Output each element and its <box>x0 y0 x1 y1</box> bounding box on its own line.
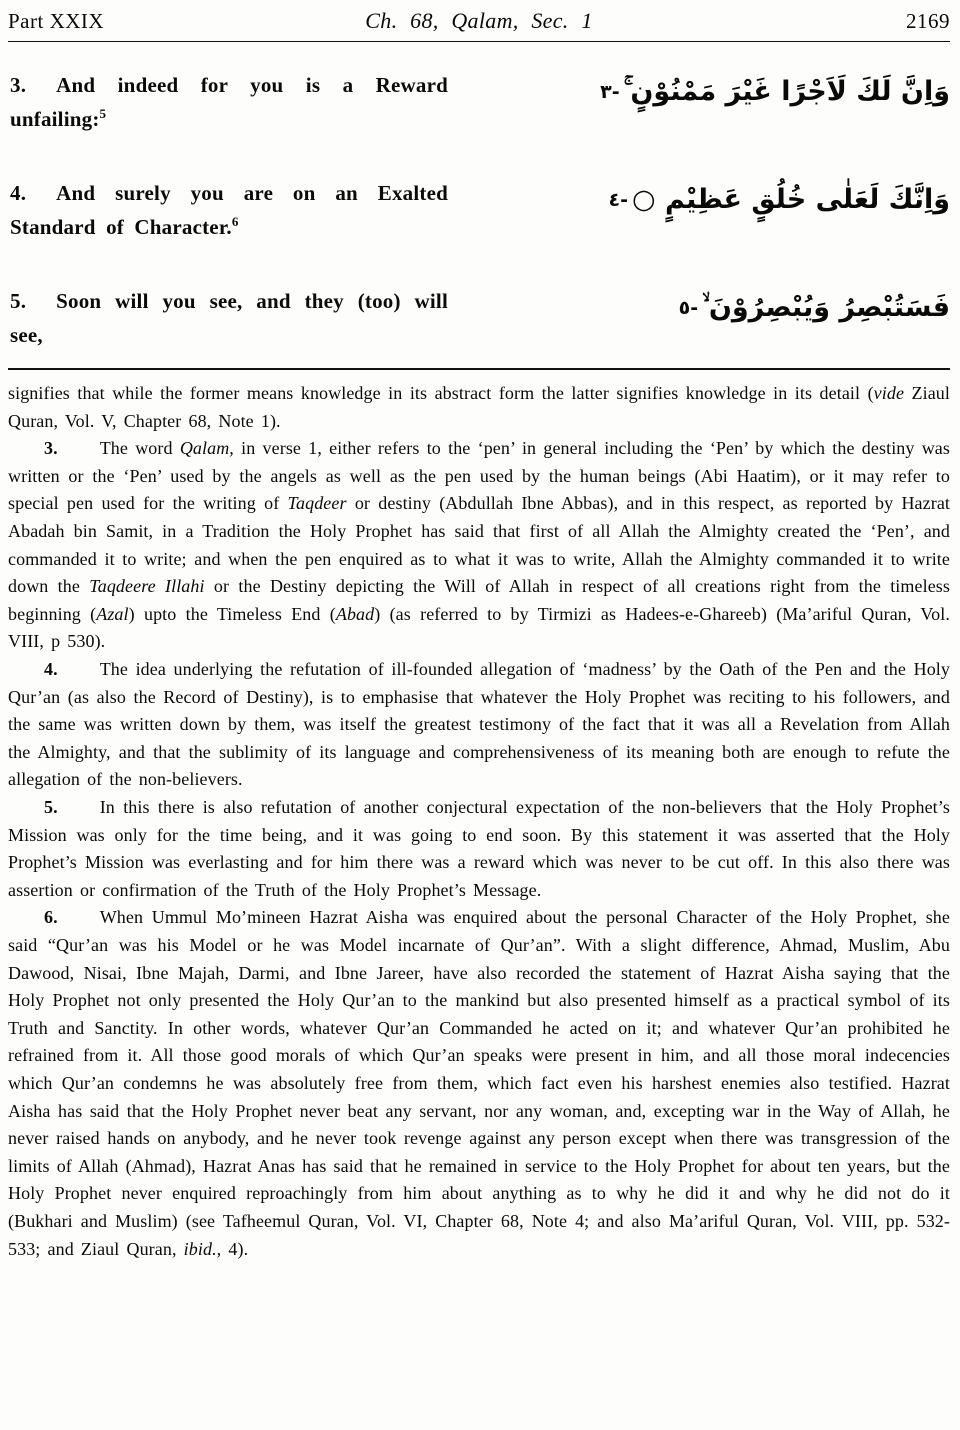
verse-translation <box>10 176 448 244</box>
text-run: in verse 1, either refers to the ‘pen’ in general including the ‘Pen’ by which the destiny was written or the ‘Pen’ used by the angels as well as the pen used by the human beings (Abi Haatim), or it may refer to special pen used for the writing of <box>8 438 950 514</box>
text-run: Qalam, <box>179 438 234 459</box>
text-run: The word <box>99 438 180 459</box>
text-run: Taqdeere Illahi <box>89 576 205 597</box>
footnote-paragraph <box>8 435 950 656</box>
text-run: Abad <box>335 603 375 624</box>
text-run: Taqdeer <box>287 493 347 514</box>
verse-translation <box>10 68 448 136</box>
text-run: And indeed for you is a Reward unfailing: <box>10 73 448 132</box>
text-run: ibid., <box>183 1238 222 1259</box>
text-run: Soon will you see, and they (too) will see, <box>10 289 448 348</box>
chapter-title: Ch. 68, Qalam, Sec. 1 <box>365 8 593 33</box>
text-run: vide <box>873 383 905 404</box>
commentary-section <box>8 380 950 1263</box>
footnote-paragraph <box>8 656 950 794</box>
verse-arabic <box>480 68 950 110</box>
verse-row <box>10 284 950 352</box>
arabic-verse-number: ٥- <box>678 297 699 320</box>
text-run: When Ummul Mo’mineen Hazrat Aisha was enquired about the personal Character of the Holy Prophet, she said “Qur’an was his Model or he was Model incarnate of Qur’an”. With a slight difference, Ahmad, Muslim, Abu Dawood, Nisai, Ibne Majah, Darmi, and Ibne Jareer, have also recorded the statement of Hazrat Aisha saying that the Holy Prophet not only presented the Holy Qur’an to the mankind but also presented himself as a practical symbol of its Truth and Sanctity. In other words, whatever Qur’an Commanded he acted on it; and whatever Qur’an prohibited he refrained from it. All those good morals of which Qur’an speaks were present in him, and all those moral indecencies which Qur’an condemns he was absolutely free from them, which fact even his harshest enemies also testified. Hazrat Aisha has said that the Holy Prophet never beat any servant, nor any woman, and, excepting war in the Way of Allah, he never raised hands on anybody, and he never took revenge against any person except when there was transgression of the limits of Allah (Ahmad), Hazrat Anas has said that he remained in service to the Holy Prophet for about ten years, but the Holy Prophet never enquired reproachingly from him about anything as to why he did it and why he did not do it (Bukhari and Muslim) (see Tafheemul Quran, Vol. VI, Chapter 68, Note 4; and also Ma’ariful Quran, Vol. VIII, pp. 532-533; and Ziaul Quran, <box>8 907 950 1259</box>
arabic-verse-text: فَسَتُبْصِرُ وَيُبْصِرُوْنَ ۙ <box>702 292 950 324</box>
arabic-verse-number: ٣- <box>600 81 620 103</box>
page-header <box>8 6 950 34</box>
footnote-ref: 5 <box>99 106 107 122</box>
arabic-verse-text: وَاِنَّ لَكَ لَاَجْرًا غَيْرَ مَمْنُوْنٍ ۚ <box>623 76 950 107</box>
text-run: or the Destiny depicting the Will of Allah in respect of all creations right from the timeless beginning ( <box>8 576 950 624</box>
text-run: And surely you are on an Exalted Standard of Character. <box>10 181 448 240</box>
verse-number: 5. <box>10 289 27 314</box>
page-number: 2169 <box>906 9 950 33</box>
footnote-number: 5. <box>44 797 58 817</box>
text-run: ) upto the Timeless End ( <box>128 603 336 624</box>
continuation-paragraph <box>8 380 950 435</box>
text-run: 4). <box>221 1238 249 1259</box>
arabic-verse-number: ٤- <box>608 189 629 212</box>
verse-number: 4. <box>10 181 27 206</box>
verse-arabic <box>480 176 950 218</box>
arabic-verse-text: وَاِنَّكَ لَعَلٰى خُلُقٍ عَظِيْمٍ ○ <box>632 184 950 216</box>
verse-row <box>10 68 950 136</box>
text-run: ) (as referred to by Tirmizi as Hadees-e-Ghareeb) (Ma’ariful Quran, Vol. VIII, p 530). <box>8 603 950 652</box>
verse-row <box>10 176 950 244</box>
text-run: Azal <box>96 603 129 624</box>
footnote-ref: 6 <box>231 214 239 230</box>
footnote-number: 3. <box>44 438 58 459</box>
text-run: In this there is also refutation of another conjectural expectation of the non-believers that the Holy Prophet’s Mission was only for the time being, and it was going to end soon. By this statement it was asserted that the Holy Prophet’s Mission was everlasting and for him there was a reward which was never to be cut off. In this also there was assertion or confirmation of the Truth of the Holy Prophet’s Message. <box>8 797 950 900</box>
text-run: or destiny (Abdullah Ibne Abbas), and in this respect, as reported by Hazrat Abadah bin Samit, in a Tradition the Holy Prophet has said that first of all Allah the Almighty created the ‘Pen’, and commanded it to write; and when the pen enquired as to what it was to write, Allah the Almighty commanded it to write down the <box>8 493 951 597</box>
footnote-paragraph <box>8 904 950 1263</box>
section-divider <box>8 368 950 370</box>
footnote-number: 6. <box>44 907 58 928</box>
text-run: signifies that while the former means knowledge in its abstract form the latter signifies knowledge in its detail ( <box>8 383 874 404</box>
footnote-number: 4. <box>44 659 58 680</box>
verse-arabic <box>480 284 950 326</box>
verse-translation <box>10 284 448 352</box>
text-run: Ziaul Quran, Vol. V, Chapter 68, Note 1). <box>8 383 951 431</box>
part-label: Part XXIX <box>8 9 105 33</box>
verse-number: 3. <box>10 73 27 97</box>
footnote-paragraph <box>8 794 950 904</box>
text-run: The idea underlying the refutation of ill-founded allegation of ‘madness’ by the Oath of the Pen and the Holy Qur’an (as also the Record of Destiny), is to emphasise that whatever the Holy Prophet was reciting to his followers, and the same was written down by them, was itself the greatest testimony of the fact that it was all a Revelation from Allah the Almighty, and that the sublimity of its language and comprehensiveness of its meaning both are enough to refute the allegation of the non-believers. <box>8 659 950 790</box>
verses-section <box>8 42 950 368</box>
